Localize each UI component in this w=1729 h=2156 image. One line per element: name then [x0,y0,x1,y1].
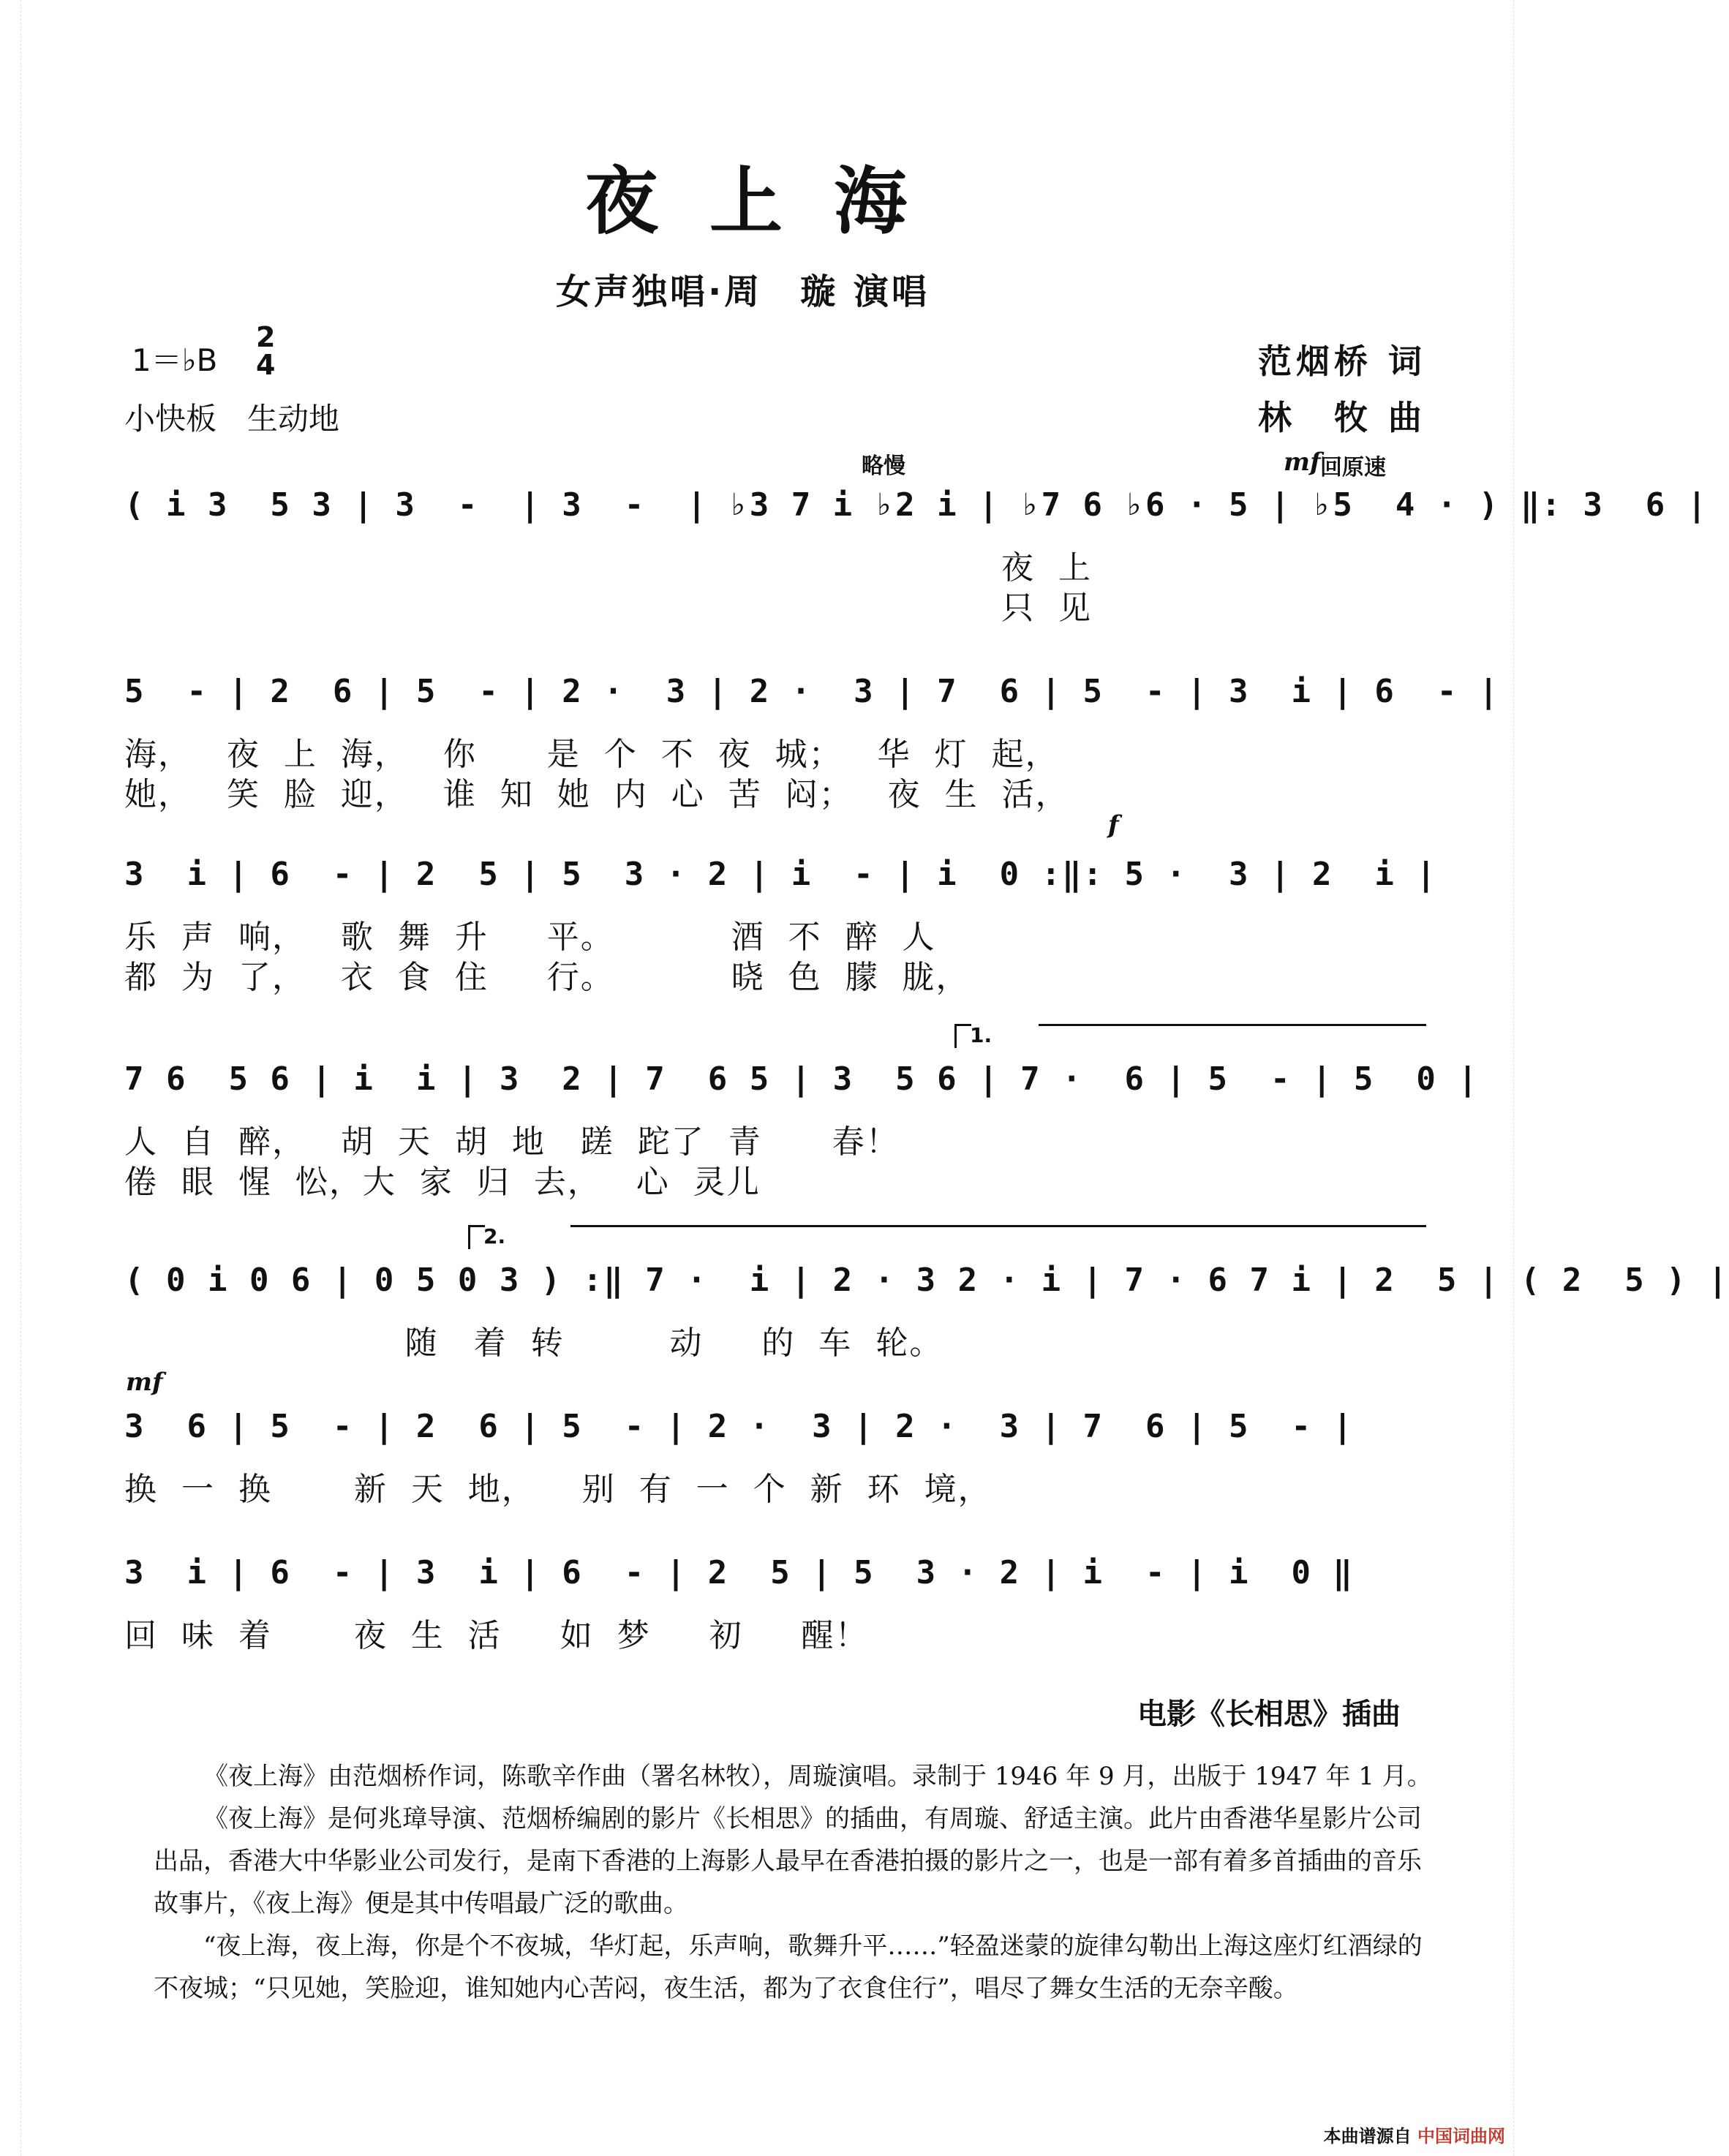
time-signature-bottom: 4 [256,349,276,381]
staff-4 [124,1060,1479,1207]
lyric-verse-1: 人 自 醉， 胡 天 胡 地 蹉 跎了 青 春！ [124,1123,900,1161]
paragraph-1: 《夜上海》由范烟桥作词，陈歌辛作曲（署名林牧），周璇演唱。录制于 1946 年 9 月，出版于 1947 年 1 月。 [203,1762,1432,1791]
lyric-verse-2: 倦 眼 惺 忪，大 家 归 去， 心 灵儿 [124,1164,761,1201]
lyric-verse-2: 都 为 了， 衣 食 住 行。 晓 色 朦 胧， [124,959,970,996]
notes-line: 5 - | 2 6 | 5 - | 2 · 3 | 2 · 3 | 7 6 | 5 - | 3 i | 6 - | [124,673,1500,710]
notes-line: 7 6 5 6 | i i | 3 2 | 7 6 5 | 3 5 6 | 7 · 6 | 5 - | 5 0 | [124,1060,1479,1098]
volta-1-line [1039,1024,1426,1026]
left-margin-strip [0,0,21,2156]
lyric-verse-1: 换 一 换 新 天 地， 别 有 一 个 新 环 境， [124,1471,992,1508]
lyricist-credit: 范烟桥 词 [1258,342,1427,381]
lyric-verse-2: 只 见 [124,589,1092,627]
volta-2-line [570,1225,1426,1227]
slightly-slow-marking: 略慢 [862,453,905,479]
back-to-tempo-marking: 回原速 [1320,455,1386,480]
paragraph-2: 《夜上海》是何兆璋导演、范烟桥编剧的影片《长相思》的插曲，有周璇、舒适主演。此片由香港华星影片公司出品，香港大中华影业公司发行，是南下香港的上海影人最早在香港拍摄的影片之一，也是一部有着多首插曲的音乐故事片，《夜上海》便是其中传唱最广泛的歌曲。 [154,1804,1422,1918]
staff-3 [124,856,1437,1002]
source-note [1324,2122,1505,2147]
lyric-verse-1: 夜 上 [124,549,1092,587]
staff-2 [124,673,1500,819]
notes-line: ( 0 i 0 6 | 0 5 0 3 ) :‖ 7 · i | 2 · 3 2 · i | 7 · 6 7 i | 2 5 | ( 2 5 ) | [124,1262,1729,1299]
song-title: 夜上海 [585,158,958,244]
volta-bracket-1 [954,1023,992,1048]
paragraph-3: “夜上海，夜上海，你是个不夜城，华灯起，乐声响，歌舞升平……”轻盈迷蒙的旋律勾勒出上海这座灯红酒绿的不夜城；“只见她，笑脸迎，谁知她内心苦闷，夜生活，都为了衣食住行”，唱尽了舞女生活的无奈辛酸。 [154,1931,1423,2003]
lyric-verse-1: 回 味 着 夜 生 活 如 梦 初 醒！ [124,1617,869,1654]
film-note: 电影《长相思》插曲 [1137,1697,1401,1731]
source-prefix: 本曲谱源自 [1323,2126,1412,2146]
volta-bracket-2 [468,1224,506,1249]
dynamic-mf-second: mf [126,1368,163,1397]
tempo-marking: 小快板 生动地 [124,401,340,437]
dynamic-f: f [1108,810,1119,840]
lyric-verse-1: 随 着 转 动 的 车 轮。 [124,1324,943,1362]
dynamic-mf: mf [1284,448,1321,477]
description-text [154,1755,1441,2010]
staff-5 [124,1262,1729,1364]
notes-line: 3 i | 6 - | 2 5 | 5 3 · 2 | i - | i 0 :‖: 5 · 3 | 2 i | [124,856,1437,893]
key-signature: 1＝♭B [132,342,218,378]
volta-1-label: 1. [970,1023,992,1047]
notes-line: 3 6 | 5 - | 2 6 | 5 - | 2 · 3 | 2 · 3 | 7 6 | 5 - | [124,1408,1354,1445]
lyric-verse-2: 她， 笑 脸 迎， 谁 知 她 内 心 苦 闷； 夜 生 活， [124,776,1069,813]
notes-line: 3 i | 6 - | 3 i | 6 - | 2 5 | 5 3 · 2 | i - | i 0 ‖ [124,1554,1354,1591]
time-signature-top: 2 [256,321,276,353]
lyric-verse-1: 海， 夜 上 海， 你 是 个 不 夜 城； 华 灯 起， [124,736,1059,773]
song-subtitle: 女声独唱·周 璇 演唱 [556,271,930,312]
lyric-verse-1: 乐 声 响， 歌 舞 升 平。 酒 不 醉 人 [124,919,936,956]
staff-1 [124,483,1709,629]
staff-7 [124,1554,1426,1656]
notes-line: ( i 3 5 3 | 3 - | 3 - | ♭3 7 i ♭2 i | ♭7 6 ♭6 · 5 | ♭5 4 · ) ‖: 3 6 | [124,486,1709,524]
source-site-link[interactable]: 中国词曲网 [1417,2126,1505,2146]
composer-credit: 林 牧 曲 [1258,398,1427,437]
time-signature [256,323,275,379]
right-margin-strip [1513,0,1534,2156]
staff-6 [124,1408,1426,1510]
volta-2-label: 2. [483,1224,506,1248]
